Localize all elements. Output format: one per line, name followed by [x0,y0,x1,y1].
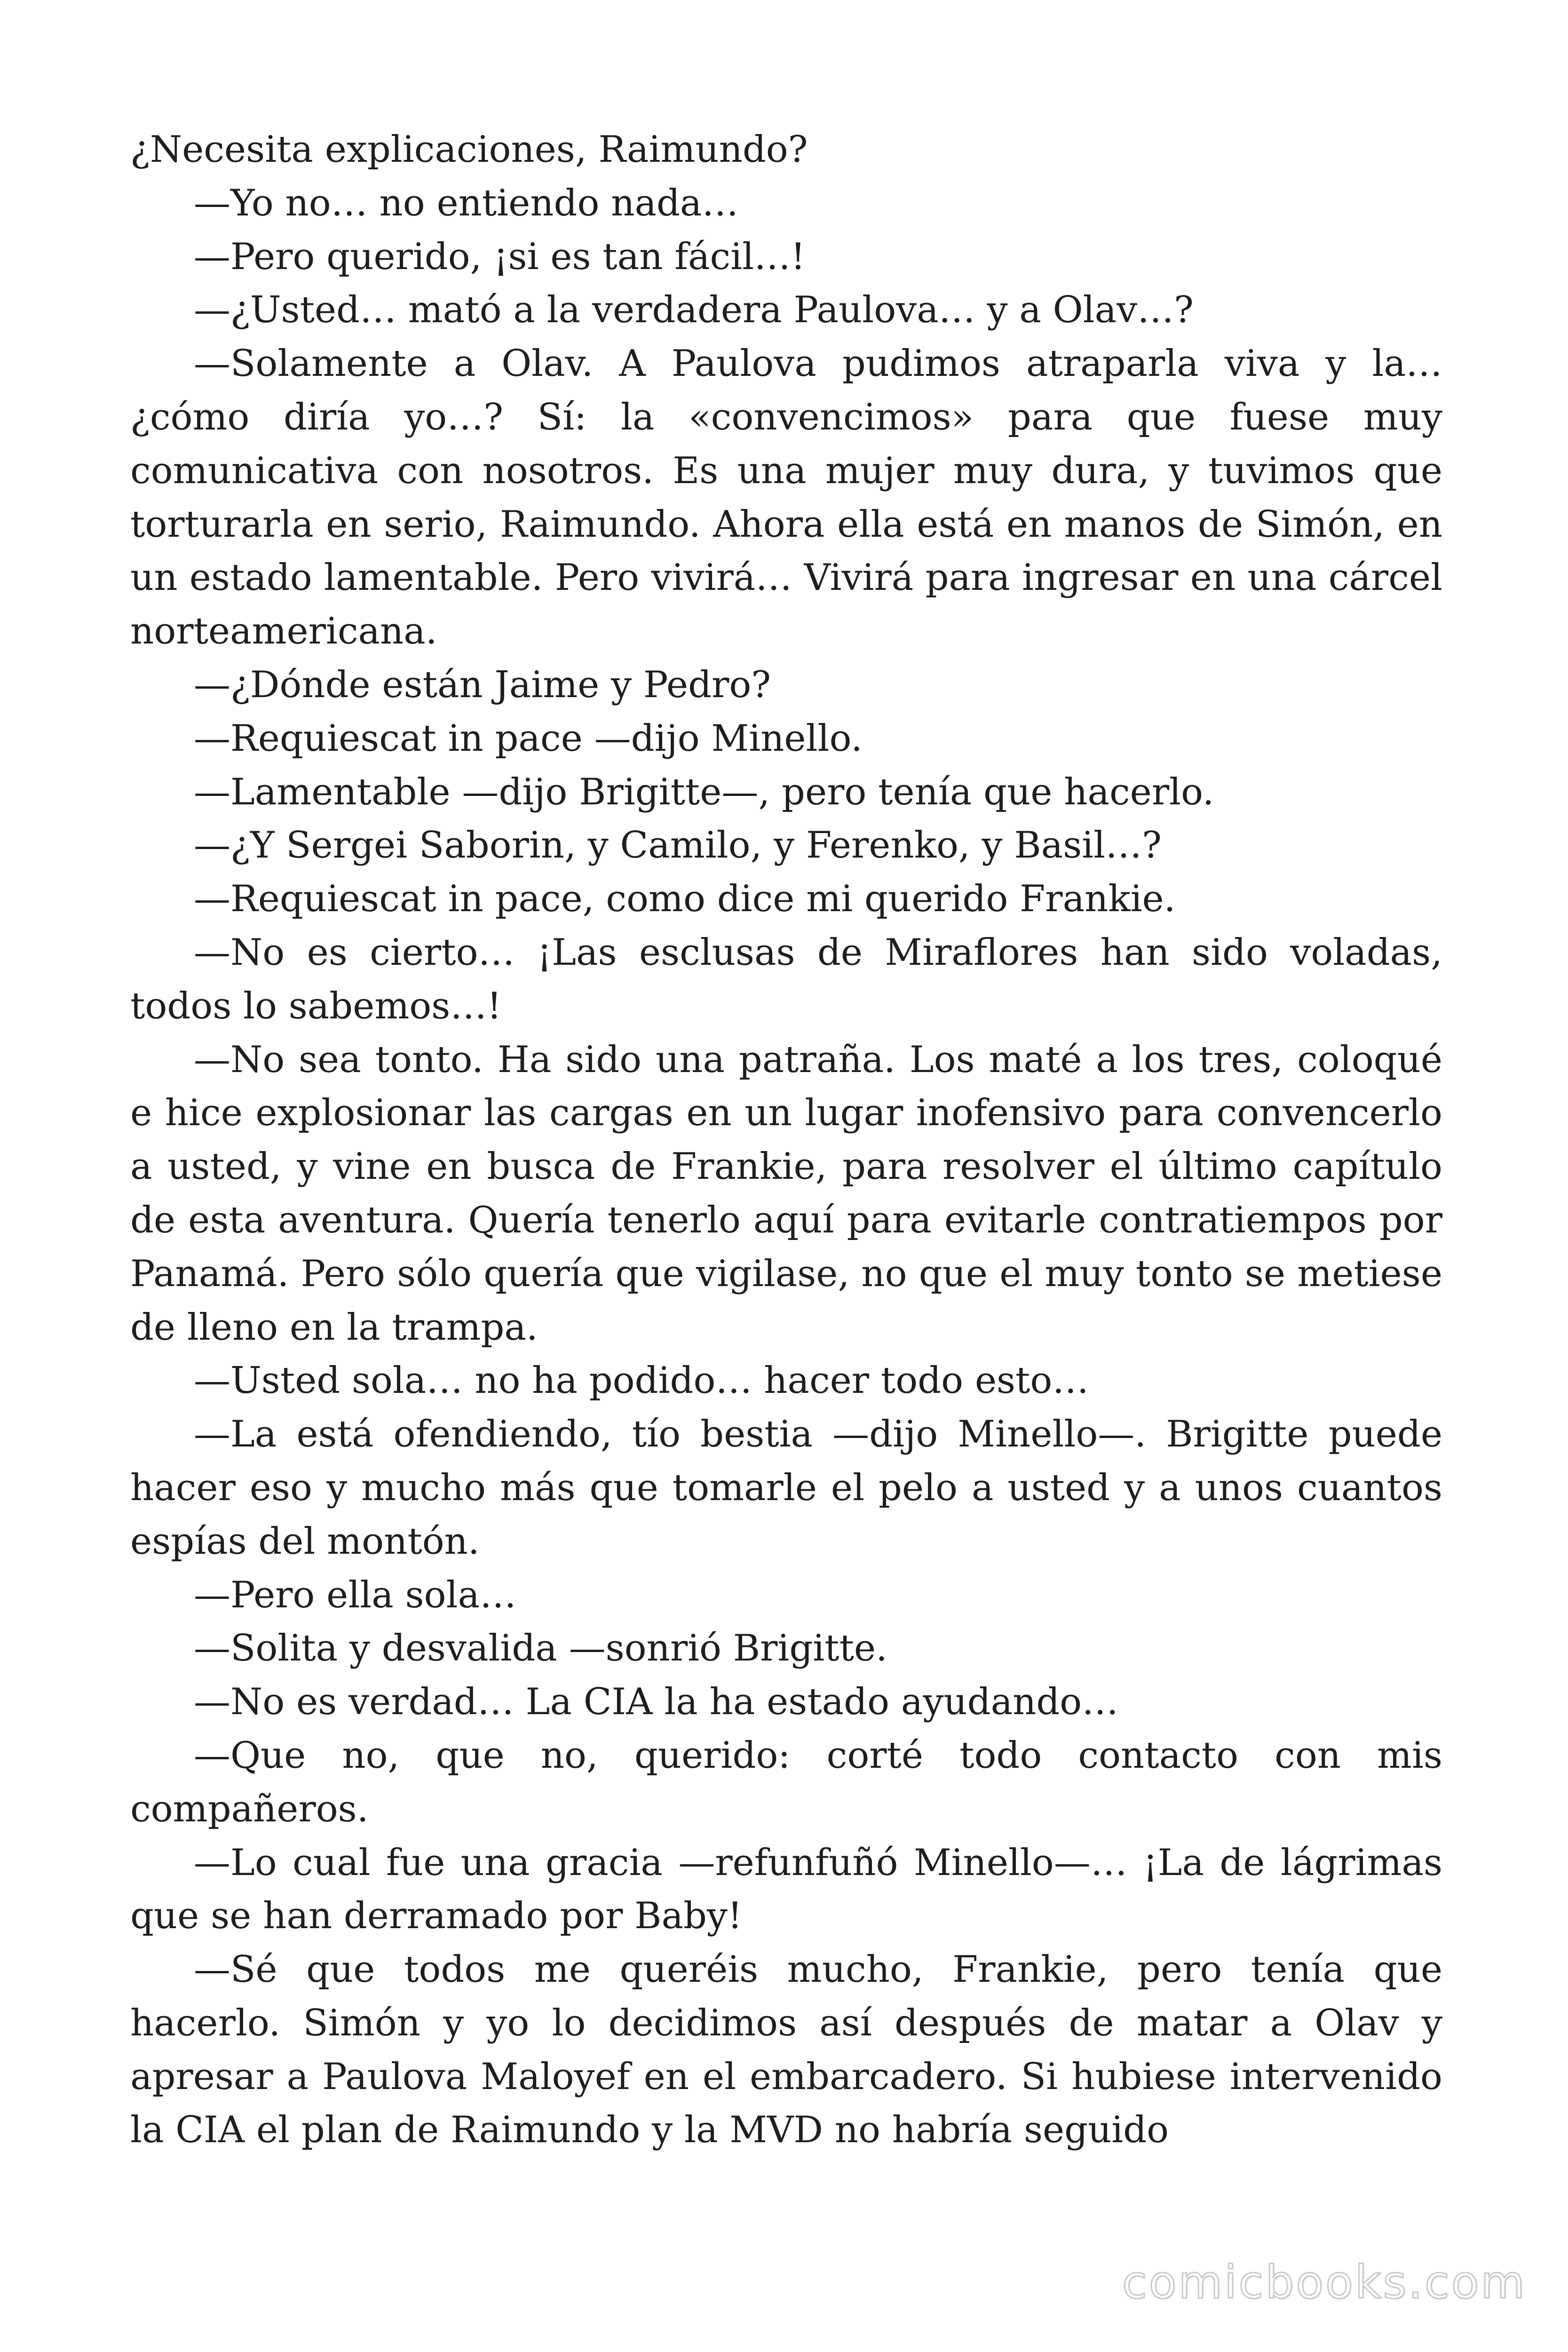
paragraph: —Solamente a Olav. A Paulova pudimos atraparla viva y la… ¿cómo diría yo…? Sí: la «convencimos» para que fuese muy comunicativa con nosotros. Es una mujer muy dura, y tuvimos que torturarla en serio, Raimundo. Ahora ella está en manos de Simón, en un estado lamentable. Pero vivirá… Vivirá para ingresar en una cárcel norteamericana. [130,342,1442,653]
paragraph: —¿Dónde están Jaime y Pedro? [194,663,771,706]
watermark: comicbooks.com [1122,2256,1527,2309]
paragraph: —Pero ella sola… [194,1573,516,1616]
paragraph: —Requiescat in pace, como dice mi querido Frankie. [194,878,1176,921]
paragraph: —No sea tonto. Ha sido una patraña. Los maté a los tres, coloqué e hice explosionar las cargas en un lugar inofensivo para convencerlo a usted, y vine en busca de Frankie, para resolver el último capítulo de esta aventura. Quería tenerlo aquí para evitarle contratiempos por Panamá. Pero sólo quería que vigilase, no que el muy tonto se metiese de lleno en la trampa. [130,1038,1442,1349]
paragraph: —No es cierto… ¡Las esclusas de Miraflores han sido voladas, todos lo sabemos…! [130,931,1442,1027]
paragraph: —Usted sola… no ha podido… hacer todo esto… [194,1359,1089,1402]
paragraph: —Lo cual fue una gracia —refunfuñó Minello—… ¡La de lágrimas que se han derramado por Baby! [130,1841,1442,1938]
paragraph: —Sé que todos me queréis mucho, Frankie, pero tenía que hacerlo. Simón y yo lo decidimos así después de matar a Olav y apresar a Paulova Maloyef en el embarcadero. Si hubiese intervenido la CIA el plan de Raimundo y la MVD no habría seguido [130,1948,1442,2152]
paragraph: —¿Usted… mató a la verdadera Paulova… y a Olav…? [194,289,1194,332]
paragraph: —Solita y desvalida —sonrió Brigitte. [194,1627,887,1670]
paragraph: —La está ofendiendo, tío bestia —dijo Minello—. Brigitte puede hacer eso y mucho más que tomarle el pelo a usted y a unos cuantos espías del montón. [130,1413,1442,1563]
paragraph: —Requiescat in pace —dijo Minello. [194,717,863,760]
body-text [130,123,1442,2157]
paragraph: —Lamentable —dijo Brigitte—, pero tenía que hacerlo. [194,771,1214,813]
paragraph: —Que no, que no, querido: corté todo contacto con mis compañeros. [130,1734,1442,1830]
paragraph: ¿Necesita explicaciones, Raimundo? [130,128,808,171]
paragraph: —¿Y Sergei Saborin, y Camilo, y Ferenko, y Basil…? [194,824,1162,867]
paragraph: —Pero querido, ¡si es tan fácil…! [194,235,806,278]
paragraph: —No es verdad… La CIA la ha estado ayudando… [194,1681,1119,1724]
paragraph: —Yo no… no entiendo nada… [194,182,739,224]
